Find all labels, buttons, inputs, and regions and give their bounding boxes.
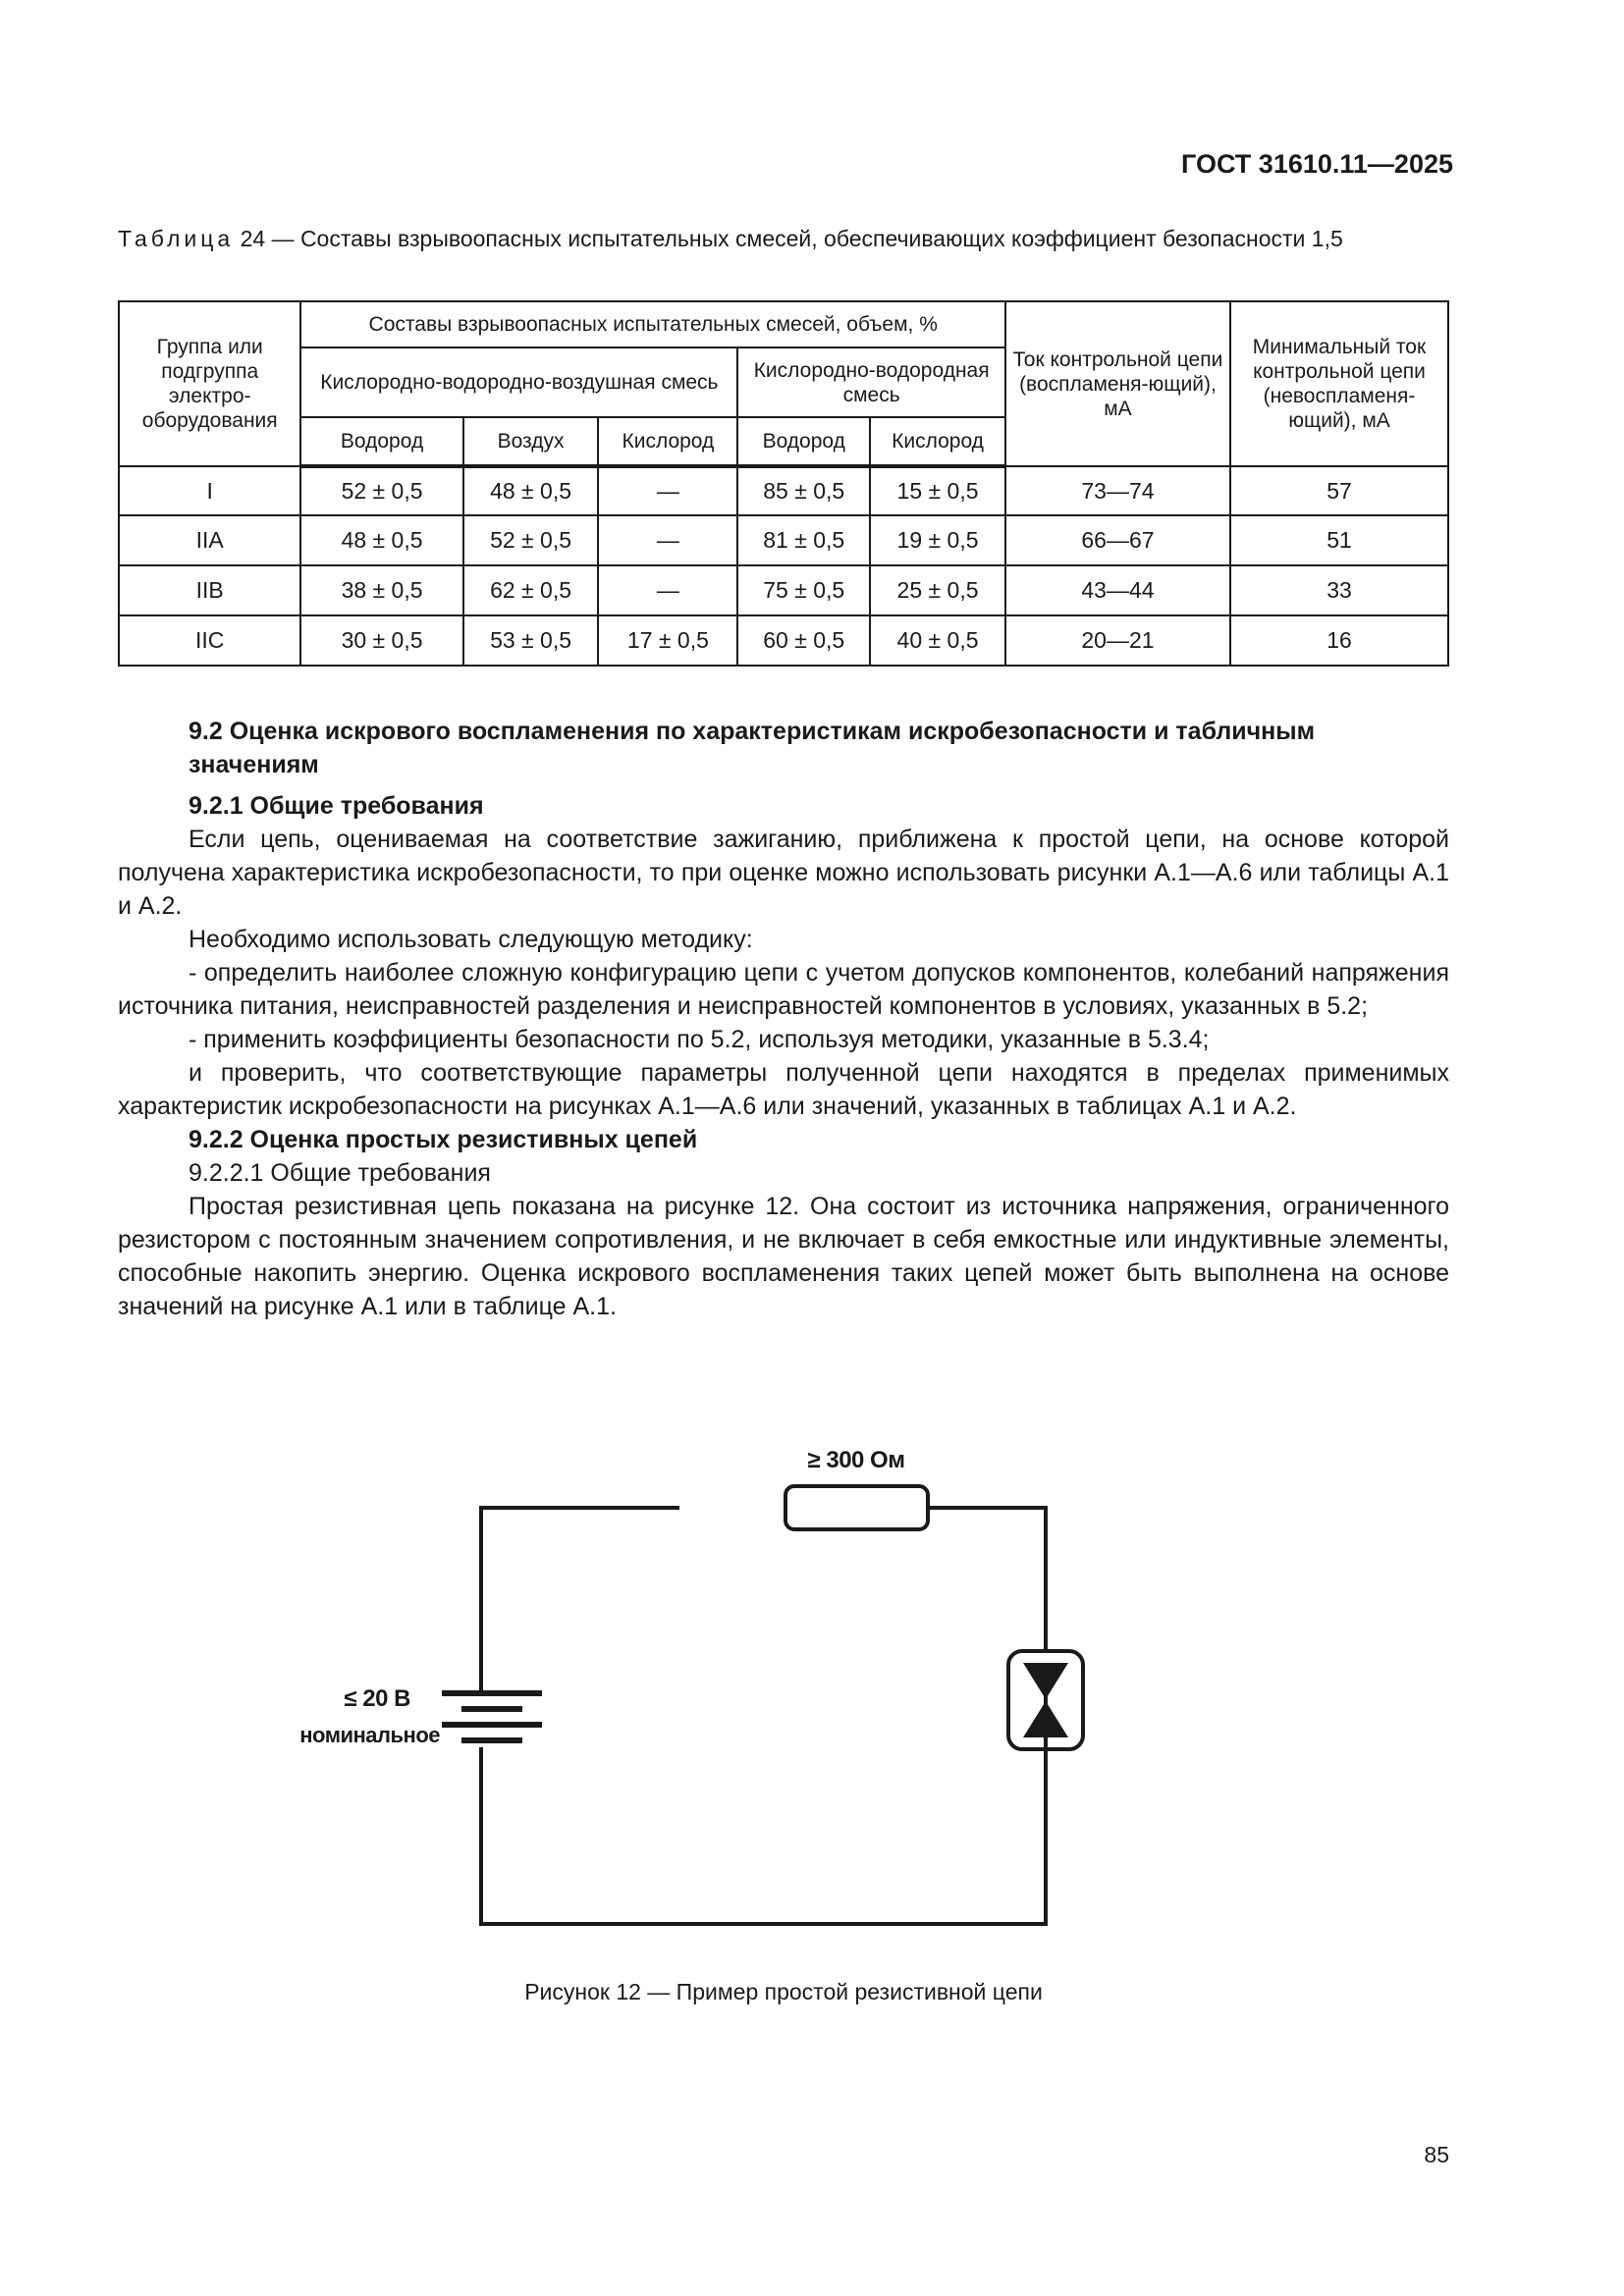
table-cell: IIC — [119, 615, 300, 666]
wire-left-bottom — [481, 1679, 1046, 1924]
table-cell: 85 ± 0,5 — [737, 466, 870, 515]
table-cell: 17 ± 0,5 — [598, 615, 737, 666]
heading-9-2: 9.2 Оценка искрового воспламенения по характеристикам искробезопасности и табличным значениям — [189, 718, 1316, 778]
heading-9-2-2: 9.2.2 Оценка простых резистивных цепей — [189, 1126, 698, 1153]
table-cell: 81 ± 0,5 — [737, 515, 870, 565]
table-row — [119, 615, 1448, 666]
wire-top-left — [481, 1508, 679, 1693]
header-hydrogen-1: Водород — [300, 417, 462, 466]
circuit-diagram — [299, 1443, 1139, 1973]
table-cell: 52 ± 0,5 — [463, 515, 599, 565]
table-cell: 40 ± 0,5 — [870, 615, 1005, 666]
paragraph: - применить коэффициенты безопасности по 5.2, используя методики, указанные в 5.3.4; — [189, 1026, 1210, 1053]
heading-9-2-1: 9.2.1 Общие требования — [189, 792, 484, 820]
table-cell: 15 ± 0,5 — [870, 466, 1005, 515]
table-cell: I — [119, 466, 300, 515]
table-cell: 62 ± 0,5 — [463, 565, 599, 615]
table-cell: 75 ± 0,5 — [737, 565, 870, 615]
table-cell: 16 — [1230, 615, 1448, 666]
table-cell: IIB — [119, 565, 300, 615]
table-cell: 20—21 — [1005, 615, 1230, 666]
section-9-2 — [118, 715, 1449, 1323]
table-cell: 73—74 — [1005, 466, 1230, 515]
heading-9-2-2-1: 9.2.2.1 Общие требования — [189, 1159, 491, 1187]
table-cell: — — [598, 466, 737, 515]
paragraph: и проверить, что соответствующие параметры полученной цепи находятся в пределах применимых характеристик искробезопасности на рисунках А.1—А.6 или значений, указанных в таблицах А.1 и А.2. — [118, 1059, 1449, 1120]
table-cell: 33 — [1230, 565, 1448, 615]
page-number: 85 — [1424, 2142, 1449, 2167]
table-cell: 57 — [1230, 466, 1448, 515]
resistor-label: ≥ 300 Ом — [807, 1447, 905, 1473]
table-cell: 43—44 — [1005, 565, 1230, 615]
spark-gap-electrode-bottom — [1023, 1701, 1068, 1737]
table-row — [119, 466, 1448, 515]
table-cell: 19 ± 0,5 — [870, 515, 1005, 565]
voltage-label: ≤ 20 В — [344, 1685, 410, 1712]
table-row — [119, 565, 1448, 615]
table-cell: 53 ± 0,5 — [463, 615, 599, 666]
paragraph: Если цепь, оцениваемая на соответствие зажиганию, приближена к простой цепи, на основе которой получена характеристика искробезопасности, то при оценке можно использовать рисунки А.1—А.6 или таблицы А.1 и А.2. — [118, 826, 1449, 920]
table-cell: — — [598, 565, 737, 615]
table-cell: 51 — [1230, 515, 1448, 565]
table-caption-text: 24 — Составы взрывоопасных испытательных смесей, обеспечивающих коэффициент безопасности 1,5 — [234, 226, 1343, 251]
wire-top-right — [928, 1508, 1046, 1651]
resistor-symbol — [785, 1486, 928, 1529]
table-cell: 38 ± 0,5 — [300, 565, 462, 615]
table-cell: — — [598, 515, 737, 565]
header-oxygen-1: Кислород — [598, 417, 737, 466]
table-cell: 52 ± 0,5 — [300, 466, 462, 515]
table-cell: 66—67 — [1005, 515, 1230, 565]
voltage-sublabel: номинальное — [299, 1723, 440, 1747]
table-cell: 25 ± 0,5 — [870, 565, 1005, 615]
mixtures-table — [118, 300, 1449, 667]
table-cell: 30 ± 0,5 — [300, 615, 462, 666]
header-current-ignition: Ток контрольной цепи (воспламеня-ющий), мА — [1005, 301, 1230, 466]
header-hydrogen-2: Водород — [737, 417, 870, 466]
table-cell: 60 ± 0,5 — [737, 615, 870, 666]
table-caption — [118, 224, 1449, 254]
paragraph: - определить наиболее сложную конфигурацию цепи с учетом допусков компонентов, колебаний напряжения источника питания, неисправностей разделения и неисправностей компонентов в условиях, указанных в 5.2; — [118, 959, 1449, 1020]
paragraph: Простая резистивная цепь показана на рисунке 12. Она состоит из источника напряжения, ограниченного резистором с постоянным значением сопротивления, и не включает в себя емкостные или индуктивные элементы, способные накопить энергию. Оценка искрового воспламенения таких цепей может быть выполнена на основе значений на рисунке А.1 или в таблице А.1. — [118, 1193, 1449, 1320]
header-mix-oxygen: Кислородно-водородная смесь — [737, 347, 1005, 417]
table-cell: IIA — [119, 515, 300, 565]
header-oxygen-2: Кислород — [870, 417, 1005, 466]
header-current-minimal: Минимальный ток контрольной цепи (невоспламеня-ющий), мА — [1230, 301, 1448, 466]
header-air: Воздух — [463, 417, 599, 466]
header-mix-air: Кислородно-водородно-воздушная смесь — [300, 347, 737, 417]
document-code: ГОСТ 31610.11—2025 — [1181, 149, 1453, 179]
figure-caption: Рисунок 12 — Пример простой резистивной цепи — [524, 1979, 1043, 2004]
battery-symbol — [442, 1693, 542, 1740]
spark-gap-electrode-top — [1023, 1663, 1068, 1699]
table-row — [119, 515, 1448, 565]
paragraph: Необходимо использовать следующую методику: — [189, 926, 753, 953]
header-group: Группа или подгруппа электро-оборудования — [119, 301, 300, 466]
table-caption-label: Таблица — [118, 226, 235, 251]
table-cell: 48 ± 0,5 — [300, 515, 462, 565]
header-compositions: Составы взрывоопасных испытательных смесей, объем, % — [300, 301, 1005, 347]
table-cell: 48 ± 0,5 — [463, 466, 599, 515]
